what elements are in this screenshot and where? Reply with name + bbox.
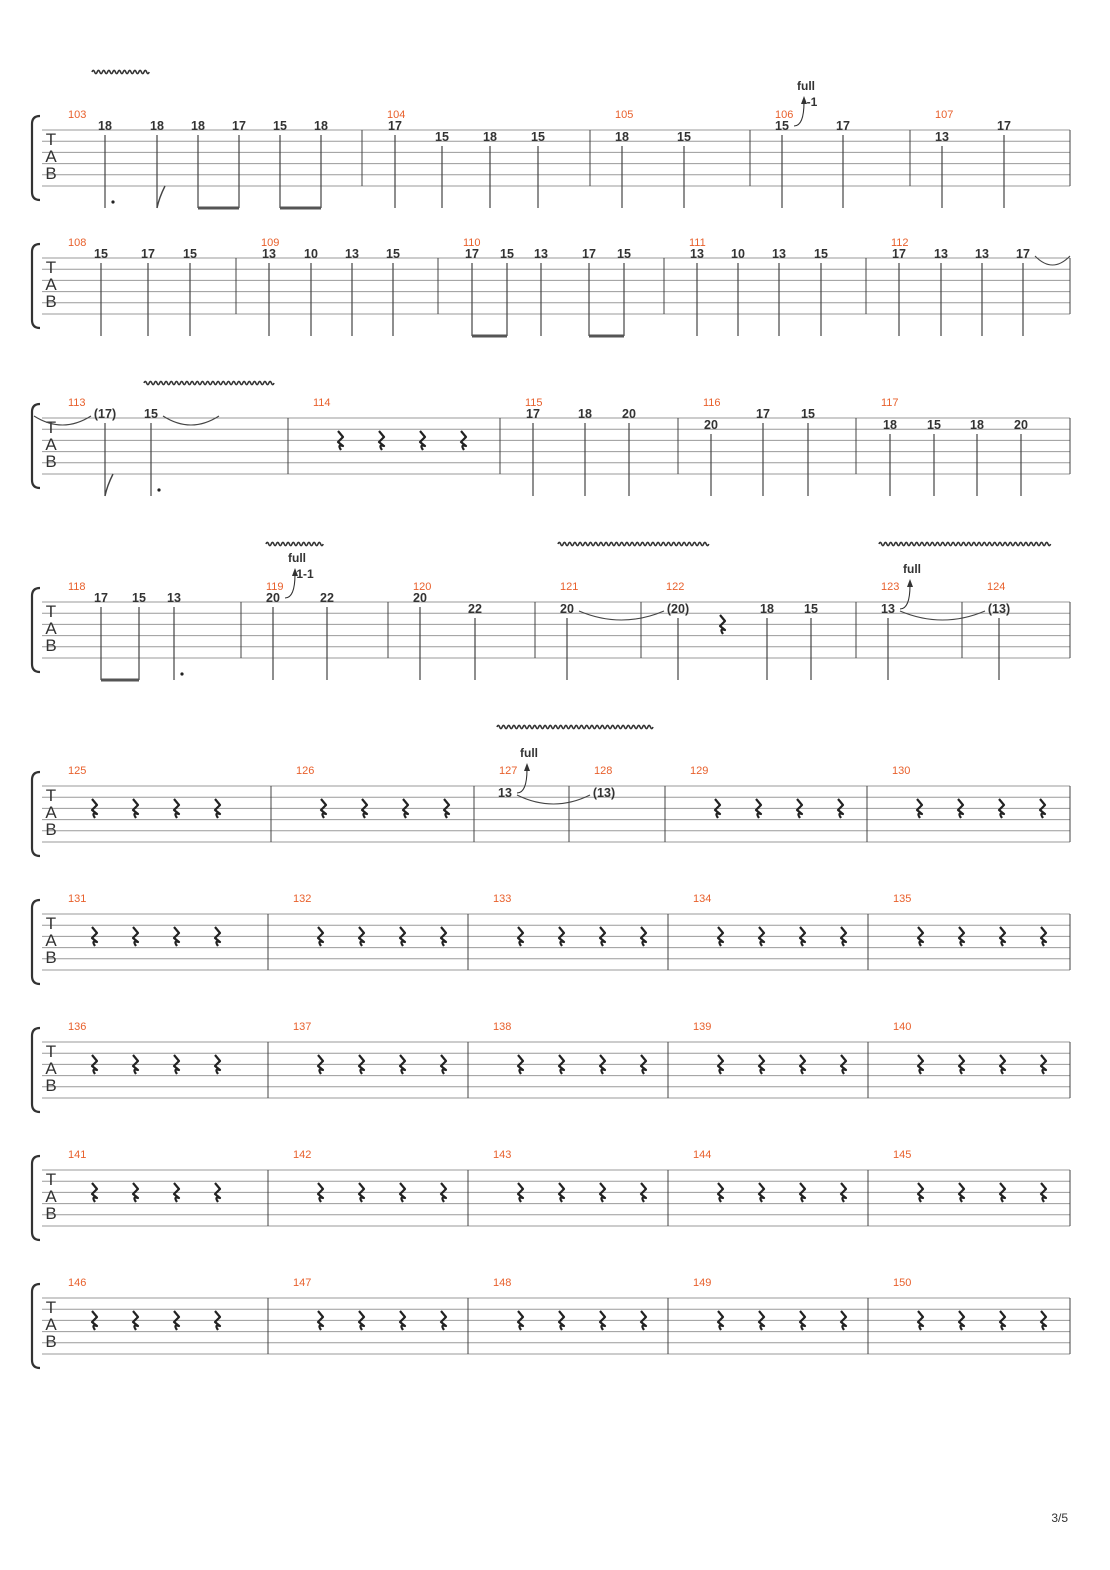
- measure-number: 133: [493, 893, 512, 905]
- measure-number: 145: [893, 1149, 912, 1161]
- fret-number: 18: [883, 418, 897, 432]
- fret-number: 18: [314, 119, 328, 133]
- fret-number: 13: [167, 591, 181, 605]
- tab-clef-letter: B: [45, 292, 57, 311]
- fret-number: 18: [150, 119, 164, 133]
- fret-number: 15: [801, 407, 815, 421]
- measure-number: 143: [493, 1149, 512, 1161]
- measure: [493, 1277, 646, 1330]
- fret-number: 17: [465, 247, 479, 261]
- staff-bracket: [32, 1028, 40, 1112]
- fret-number: 15: [814, 247, 828, 261]
- measure-number: 109: [261, 237, 280, 249]
- measure: [68, 109, 328, 208]
- rhythm-dot: [180, 672, 183, 675]
- fret-number: 13: [975, 247, 989, 261]
- measure-number: 113: [68, 397, 86, 409]
- measure: [293, 1149, 446, 1202]
- vibrato-line: [879, 542, 1051, 545]
- measure-number: 142: [293, 1149, 312, 1161]
- tab-clef-letter: B: [45, 452, 57, 471]
- fret-number: 18: [970, 418, 984, 432]
- measure: [935, 109, 1011, 208]
- fret-number: 18: [578, 407, 592, 421]
- bend-release-label: -1-1: [292, 567, 314, 581]
- fret-number: 18: [191, 119, 205, 133]
- tab-clef-letter: B: [45, 948, 57, 967]
- fret-number: 20: [704, 418, 718, 432]
- tab-clef-letter: T: [45, 1042, 57, 1061]
- fret-number: 15: [94, 247, 108, 261]
- fret-number: 15: [500, 247, 514, 261]
- measure: [68, 765, 220, 818]
- tab-clef-letter: T: [45, 130, 57, 149]
- fret-number: 17: [997, 119, 1011, 133]
- staff-bracket: [32, 588, 40, 672]
- fret-number: 15: [386, 247, 400, 261]
- fret-number: 15: [144, 407, 158, 421]
- fret-number: 17: [388, 119, 402, 133]
- tab-system: [32, 1021, 1070, 1112]
- fret-number: (17): [93, 407, 117, 421]
- measure: [493, 1149, 646, 1202]
- bend-arrowhead: [907, 579, 913, 587]
- measure: [68, 581, 184, 680]
- measure: [68, 1149, 220, 1202]
- measure-number: 148: [493, 1277, 512, 1289]
- fret-number: 17: [1016, 247, 1030, 261]
- fret-number: 18: [98, 119, 112, 133]
- fret-number: 18: [483, 130, 497, 144]
- tab-system: [32, 746, 1070, 856]
- bend-label: full: [288, 551, 306, 565]
- fret-number: 13: [534, 247, 548, 261]
- tab-system: [32, 551, 1070, 680]
- vibrato-line: [266, 542, 323, 545]
- tab-clef-letter: B: [45, 1332, 57, 1351]
- tab-clef-letter: A: [45, 435, 57, 454]
- measure-number: 130: [892, 765, 911, 777]
- measure: [525, 397, 636, 496]
- measure: [893, 1277, 1046, 1330]
- vibrato-line: [144, 381, 274, 384]
- measure: [893, 893, 1046, 946]
- fret-number: 17: [836, 119, 850, 133]
- measure-number: 104: [387, 109, 406, 121]
- measure-number: 124: [987, 581, 1006, 593]
- staff-bracket: [32, 772, 40, 856]
- measure: [775, 79, 850, 208]
- measure: [689, 237, 828, 336]
- measure-number: 150: [893, 1277, 912, 1289]
- measure-number: 128: [594, 765, 613, 777]
- measure-number: 131: [68, 893, 87, 905]
- measure: [615, 109, 691, 208]
- fret-number: 20: [1014, 418, 1028, 432]
- measure-number: 144: [693, 1149, 712, 1161]
- measure-number: 125: [68, 765, 87, 777]
- measure: [463, 237, 631, 336]
- measure: [881, 397, 1028, 496]
- measure-number: 139: [693, 1021, 712, 1033]
- fret-number: 13: [262, 247, 276, 261]
- fret-number: 18: [615, 130, 629, 144]
- measure: [493, 1021, 646, 1074]
- tie-arc: [1035, 256, 1070, 265]
- fret-number: 22: [468, 602, 482, 616]
- staff-bracket: [32, 900, 40, 984]
- fret-number: 15: [617, 247, 631, 261]
- bend-curve: [900, 585, 910, 609]
- measure: [34, 397, 219, 496]
- measure-number: 114: [313, 397, 331, 409]
- fret-number: 17: [582, 247, 596, 261]
- fret-number: 13: [690, 247, 704, 261]
- measure: [891, 237, 1070, 336]
- tab-clef-letter: B: [45, 820, 57, 839]
- fret-number: 13: [345, 247, 359, 261]
- eighth-flag: [105, 474, 113, 496]
- bend-curve: [517, 769, 527, 793]
- tab-system: [32, 1277, 1070, 1368]
- measure-number: 126: [296, 765, 315, 777]
- staff-bracket: [32, 1156, 40, 1240]
- fret-number: (20): [666, 602, 690, 616]
- measure: [693, 893, 846, 946]
- tab-clef-letter: T: [45, 602, 57, 621]
- measure-number: 118: [68, 581, 86, 593]
- fret-number: 17: [526, 407, 540, 421]
- bend-curve: [794, 102, 804, 126]
- measure: [296, 765, 449, 818]
- measure-number: 136: [68, 1021, 87, 1033]
- fret-number: 15: [273, 119, 287, 133]
- measure: [68, 1021, 220, 1074]
- measure: [892, 765, 1045, 818]
- staff-bracket: [32, 244, 40, 328]
- measure: [893, 1021, 1046, 1074]
- fret-number: 20: [266, 591, 280, 605]
- measure: [666, 581, 818, 680]
- fret-number: 17: [892, 247, 906, 261]
- bend-label: full: [903, 562, 921, 576]
- measure-number: 132: [293, 893, 312, 905]
- tie-arc: [34, 416, 91, 425]
- fret-number: 13: [498, 786, 512, 800]
- measure: [560, 581, 664, 680]
- bend-label: full: [797, 79, 815, 93]
- measure: [68, 893, 220, 946]
- tab-clef-letter: B: [45, 164, 57, 183]
- fret-number: 17: [756, 407, 770, 421]
- measure: [68, 237, 197, 336]
- measure: [413, 581, 482, 680]
- fret-number: 20: [413, 591, 427, 605]
- measure: [266, 551, 334, 680]
- tab-clef-letter: A: [45, 1187, 57, 1206]
- fret-number: 20: [622, 407, 636, 421]
- measure-number: 146: [68, 1277, 87, 1289]
- tab-clef-letter: T: [45, 258, 57, 277]
- tab-clef-letter: A: [45, 619, 57, 638]
- measure-number: 108: [68, 237, 87, 249]
- measure: [693, 1149, 846, 1202]
- tab-clef-letter: B: [45, 636, 57, 655]
- measure-number: 116: [703, 397, 721, 409]
- fret-number: 15: [804, 602, 818, 616]
- measure: [693, 1277, 846, 1330]
- tab-clef-letter: T: [45, 418, 57, 437]
- fret-number: 15: [435, 130, 449, 144]
- measure-number: 105: [615, 109, 634, 121]
- measure: [690, 765, 843, 818]
- tie-arc: [163, 416, 219, 425]
- measure: [693, 1021, 846, 1074]
- measure-number: 149: [693, 1277, 712, 1289]
- tab-system: [32, 1149, 1070, 1240]
- tab-system: [32, 237, 1070, 336]
- tab-clef-letter: A: [45, 803, 57, 822]
- measure: [261, 237, 400, 336]
- fret-number: 18: [760, 602, 774, 616]
- measure-number: 137: [293, 1021, 312, 1033]
- eighth-flag: [157, 186, 165, 208]
- tab-clef-letter: A: [45, 931, 57, 950]
- measure-number: 138: [493, 1021, 512, 1033]
- measure-number: 121: [560, 581, 579, 593]
- fret-number: 15: [677, 130, 691, 144]
- tie-arc: [517, 795, 590, 804]
- tie-arc: [579, 611, 664, 620]
- fret-number: 15: [531, 130, 545, 144]
- measure: [68, 1277, 220, 1330]
- measure-number: 135: [893, 893, 912, 905]
- bend-arrowhead: [524, 763, 530, 771]
- tab-clef-letter: A: [45, 1059, 57, 1078]
- measure: [703, 397, 815, 496]
- measure: [593, 765, 615, 800]
- vibrato-line: [92, 70, 149, 73]
- rhythm-dot: [111, 200, 114, 203]
- tab-clef-letter: T: [45, 914, 57, 933]
- tie-arc: [900, 611, 985, 620]
- measure: [987, 581, 1010, 680]
- fret-number: 13: [935, 130, 949, 144]
- fret-number: 13: [934, 247, 948, 261]
- measure-number: 111: [689, 237, 706, 249]
- fret-number: (13): [987, 602, 1011, 616]
- staff-bracket: [32, 116, 40, 200]
- fret-number: 15: [132, 591, 146, 605]
- measure-number: 106: [775, 109, 794, 121]
- measure-number: 115: [525, 397, 543, 409]
- measure-number: 112: [891, 237, 909, 249]
- measure-number: 107: [935, 109, 954, 121]
- tab-clef-letter: A: [45, 147, 57, 166]
- fret-number: 17: [232, 119, 246, 133]
- measure-number: 120: [413, 581, 432, 593]
- fret-number: 17: [94, 591, 108, 605]
- vibrato-line: [497, 725, 653, 728]
- measure-number: 123: [881, 581, 900, 593]
- fret-number: 10: [304, 247, 318, 261]
- fret-number: 13: [881, 602, 895, 616]
- tab-system: [32, 893, 1070, 984]
- measure: [498, 746, 590, 804]
- measure-number: 110: [463, 237, 481, 249]
- fret-number: 15: [775, 119, 789, 133]
- measure: [293, 1021, 446, 1074]
- fret-number: 17: [141, 247, 155, 261]
- bend-label: full: [520, 746, 538, 760]
- measure: [493, 893, 646, 946]
- measure-number: 117: [881, 397, 899, 409]
- measure: [293, 893, 446, 946]
- fret-number: 15: [183, 247, 197, 261]
- tab-clef-letter: B: [45, 1204, 57, 1223]
- measure-number: 140: [893, 1021, 912, 1033]
- tab-clef-letter: A: [45, 1315, 57, 1334]
- fret-number: 20: [560, 602, 574, 616]
- tab-system: [32, 79, 1070, 208]
- tab-clef-letter: T: [45, 1298, 57, 1317]
- measure-number: 129: [690, 765, 709, 777]
- measure-number: 122: [666, 581, 685, 593]
- measure-number: 141: [68, 1149, 87, 1161]
- measure-number: 127: [499, 765, 518, 777]
- fret-number: 10: [731, 247, 745, 261]
- measure: [893, 1149, 1046, 1202]
- measure: [293, 1277, 446, 1330]
- fret-number: (13): [592, 786, 616, 800]
- measure-number: 103: [68, 109, 87, 121]
- measure-number: 147: [293, 1277, 312, 1289]
- fret-number: 13: [772, 247, 786, 261]
- fret-number: 22: [320, 591, 334, 605]
- page-number: 3/5: [1051, 1511, 1068, 1525]
- measure-number: 119: [266, 581, 284, 593]
- tab-clef-letter: A: [45, 275, 57, 294]
- staff-bracket: [32, 1284, 40, 1368]
- rhythm-dot: [157, 488, 160, 491]
- measure-number: 134: [693, 893, 712, 905]
- bend-release-label: -1: [806, 95, 818, 109]
- measure: [313, 397, 466, 450]
- measure: [387, 109, 545, 208]
- tab-clef-letter: T: [45, 786, 57, 805]
- measure: [881, 562, 985, 680]
- tab-system: [32, 397, 1070, 496]
- tab-clef-letter: B: [45, 1076, 57, 1095]
- tab-clef-letter: T: [45, 1170, 57, 1189]
- vibrato-line: [558, 542, 709, 545]
- fret-number: 15: [927, 418, 941, 432]
